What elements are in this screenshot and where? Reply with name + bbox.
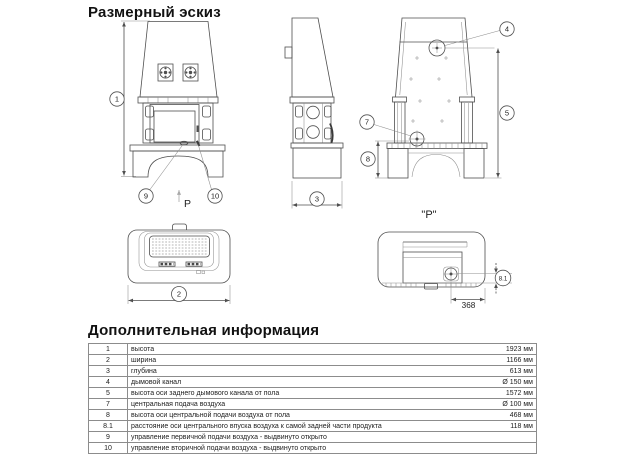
table-row bbox=[89, 366, 537, 377]
mantel-shelf bbox=[138, 97, 218, 103]
table-row bbox=[89, 355, 537, 366]
back-hearth bbox=[387, 143, 487, 149]
callout-8 bbox=[361, 152, 375, 166]
additional-info-table bbox=[88, 343, 537, 454]
side-tile-1 bbox=[296, 106, 303, 117]
svg-text:5: 5 bbox=[504, 108, 510, 118]
row-num: 9 bbox=[89, 432, 128, 443]
mantel-tile-joints bbox=[148, 97, 208, 103]
callout-2 bbox=[172, 287, 187, 302]
table-row bbox=[89, 421, 537, 432]
side-tile-2 bbox=[296, 128, 303, 139]
tile-left-bottom bbox=[146, 129, 154, 140]
table-row bbox=[89, 432, 537, 443]
row-num: 2 bbox=[89, 355, 128, 366]
side-hearth-lip bbox=[291, 143, 343, 148]
row-value: 1166 мм bbox=[468, 355, 537, 366]
table-row bbox=[89, 344, 537, 355]
row-num: 5 bbox=[89, 388, 128, 399]
svg-text:4: 4 bbox=[504, 24, 510, 34]
row-desc: управление первичной подачи воздуха - выдвинуто открыто bbox=[128, 432, 469, 443]
row-desc: расстояние оси центрального впуска воздуха к самой задней части продукта bbox=[128, 421, 469, 432]
tile-right-top bbox=[203, 106, 211, 117]
callout-5 bbox=[500, 106, 514, 120]
svg-text:8: 8 bbox=[365, 154, 371, 164]
rosette-right bbox=[183, 64, 198, 81]
side-medallion-top bbox=[307, 106, 320, 119]
row-num: 8.1 bbox=[89, 421, 128, 432]
row-value: 468 мм bbox=[468, 410, 537, 421]
rear-post-left bbox=[395, 102, 406, 143]
back-view bbox=[374, 18, 502, 178]
row-desc: глубина bbox=[128, 366, 469, 377]
hearth-top bbox=[130, 145, 225, 151]
side-mantel bbox=[290, 97, 334, 103]
bottom-inner-box bbox=[403, 252, 462, 283]
row-value: Ø 100 мм bbox=[468, 399, 537, 410]
svg-text:10: 10 bbox=[210, 191, 220, 201]
svg-text:2: 2 bbox=[176, 289, 182, 299]
side-tile-4 bbox=[325, 128, 332, 139]
chimney-hood bbox=[140, 22, 217, 98]
row-value: 1572 мм bbox=[468, 388, 537, 399]
svg-text:8.1: 8.1 bbox=[498, 275, 508, 283]
bottom-view-p bbox=[378, 209, 512, 310]
row-value bbox=[468, 443, 537, 454]
callout-4 bbox=[500, 22, 514, 36]
row-num: 4 bbox=[89, 377, 128, 388]
table-row bbox=[89, 399, 537, 410]
tile-right-bottom bbox=[203, 129, 211, 140]
side-flue-stub bbox=[285, 47, 292, 58]
side-base bbox=[293, 148, 341, 178]
view-arrow-label: P bbox=[184, 198, 192, 210]
row-value: Ø 150 мм bbox=[468, 377, 537, 388]
table-row bbox=[89, 377, 537, 388]
svg-text:7: 7 bbox=[364, 117, 370, 127]
back-panel-marks bbox=[409, 56, 451, 123]
front-view bbox=[121, 21, 225, 210]
side-firebox bbox=[293, 103, 331, 143]
row-desc: ширина bbox=[128, 355, 469, 366]
row-num: 3 bbox=[89, 366, 128, 377]
row-desc: управление вторичной подачи воздуха - выдвинуто открыто bbox=[128, 443, 469, 454]
row-num: 1 bbox=[89, 344, 128, 355]
plan-top-tab bbox=[173, 224, 187, 230]
row-desc: высота bbox=[128, 344, 469, 355]
dim368-label: 368 bbox=[461, 301, 476, 310]
side-medallion-bottom bbox=[307, 126, 320, 139]
leader-7 bbox=[374, 125, 411, 137]
callout-1 bbox=[110, 92, 124, 106]
page-title: Размерный эскиз bbox=[88, 4, 221, 21]
callout-8-1 bbox=[495, 270, 511, 286]
callout-3 bbox=[310, 192, 324, 206]
table-row bbox=[89, 388, 537, 399]
back-outline bbox=[396, 18, 473, 97]
row-num: 10 bbox=[89, 443, 128, 454]
door-glass bbox=[154, 111, 195, 142]
rosette-left bbox=[158, 64, 173, 81]
row-desc: высота оси заднего дымового канала от пола bbox=[128, 388, 469, 399]
row-value: 1923 мм bbox=[468, 344, 537, 355]
row-value: 613 мм bbox=[468, 366, 537, 377]
table-row bbox=[89, 410, 537, 421]
back-leg-right bbox=[464, 149, 484, 179]
additional-info-title: Дополнительная информация bbox=[88, 322, 320, 339]
door-frame bbox=[150, 105, 199, 144]
row-desc: дымовой канал bbox=[128, 377, 469, 388]
row-value: 118 мм bbox=[468, 421, 537, 432]
door-handle bbox=[197, 126, 199, 133]
back-leg-left bbox=[388, 149, 408, 179]
svg-text:9: 9 bbox=[143, 191, 149, 201]
row-desc: высота оси центральной подачи воздуха от пола bbox=[128, 410, 469, 421]
leader-4 bbox=[445, 31, 500, 46]
plan-grate-pattern bbox=[152, 239, 207, 254]
side-chimney bbox=[292, 18, 333, 97]
svg-text:3: 3 bbox=[314, 194, 320, 204]
table-row bbox=[89, 443, 537, 454]
row-num: 7 bbox=[89, 399, 128, 410]
side-tile-3 bbox=[325, 106, 332, 117]
view-p-label: "P" bbox=[421, 209, 437, 221]
callout-7 bbox=[360, 115, 374, 129]
row-num: 8 bbox=[89, 410, 128, 421]
row-desc: центральная подача воздуха bbox=[128, 399, 469, 410]
bottom-tab bbox=[425, 284, 438, 290]
callout-10 bbox=[208, 189, 222, 203]
plan-outline bbox=[128, 230, 230, 283]
side-view bbox=[285, 18, 343, 209]
callout-9 bbox=[139, 189, 153, 203]
leader-10 bbox=[199, 147, 212, 190]
bottom-outline bbox=[378, 232, 485, 287]
svg-text:1: 1 bbox=[114, 94, 120, 104]
base-arch bbox=[133, 151, 223, 177]
back-inner-arch bbox=[412, 155, 460, 178]
rear-post-right bbox=[462, 102, 473, 143]
row-value bbox=[468, 432, 537, 443]
tile-left-top bbox=[146, 106, 154, 117]
